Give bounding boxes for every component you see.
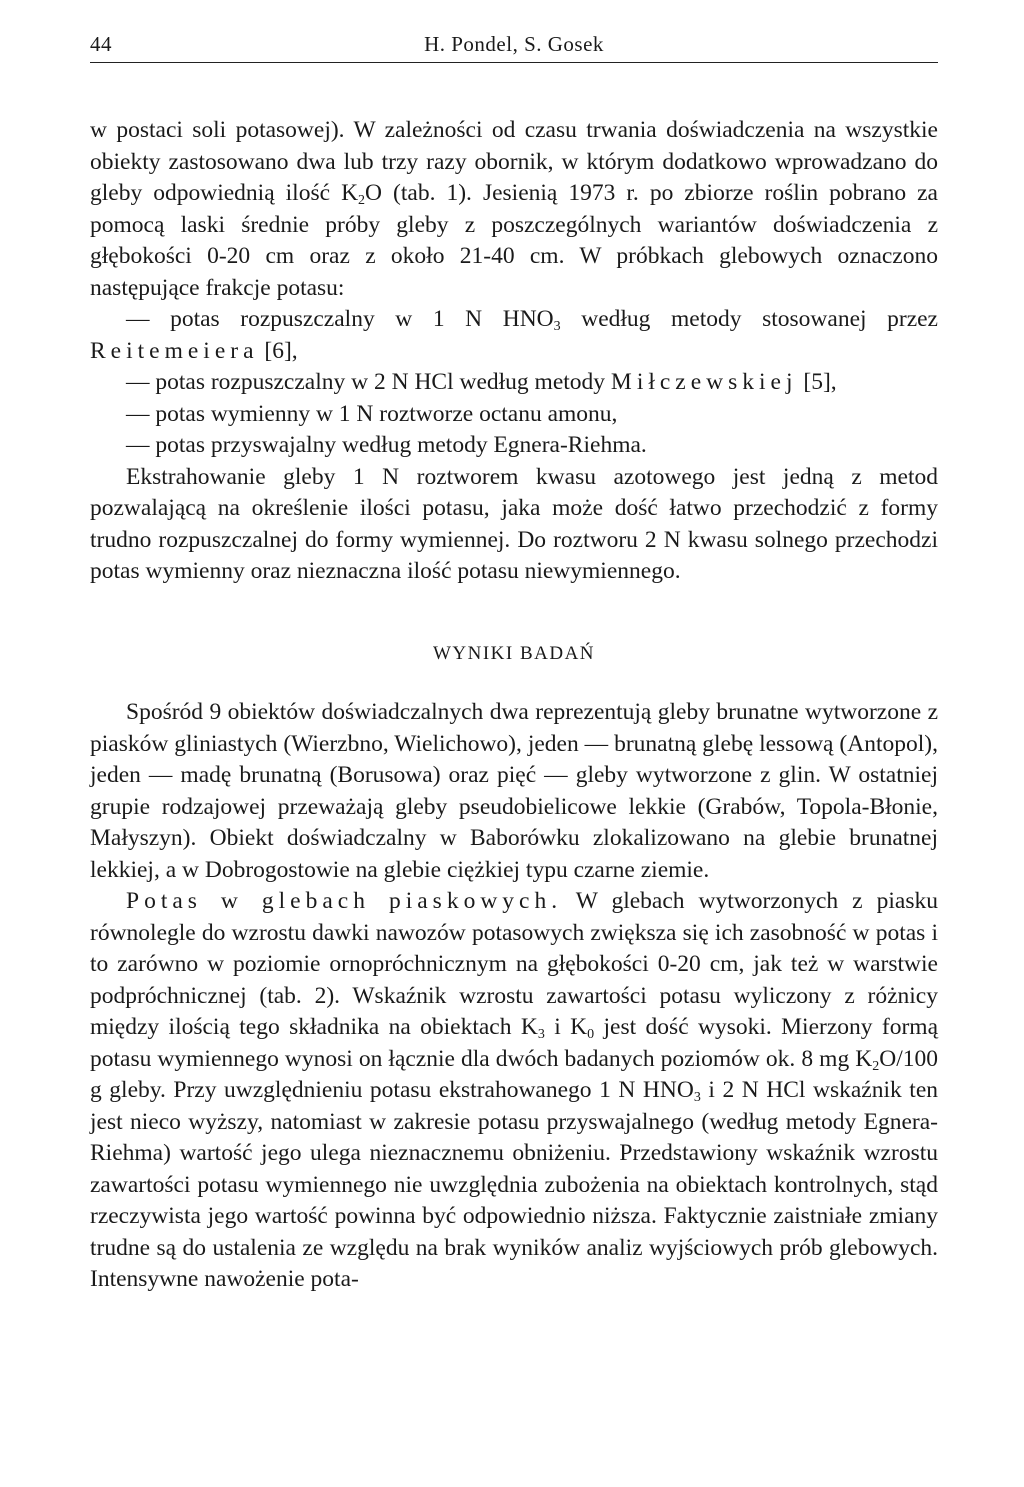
page-number: 44: [90, 32, 112, 56]
subscript: 3: [537, 1027, 545, 1042]
text-run: w postaci soli potasowej). W zależności od czasu trwania doświadczenia na wszystkie obiekty zastosowano dwa lub trzy razy obornik, w którym dodatkowo wprowadzano do gleby odpowiednią ilość K: [90, 117, 938, 206]
subsection-title: Potas w glebach piaskowych.: [126, 888, 563, 914]
extraction-paragraph: Ekstrahowanie gleby 1 N roztworem kwasu azotowego jest jedną z metod pozwalającą na określenie ilości potasu, jaka może dość łatwo przechodzić z formy trudno rozpuszczalnej do formy wymiennej. Do roztworu 2 N kwasu solnego przechodzi potas wymienny oraz nieznaczna ilość potasu niewymiennego.: [90, 463, 938, 584]
text-run: i K: [544, 1014, 588, 1040]
intro-paragraph: [90, 115, 938, 304]
list-item-available: — potas przyswajalny według metody Egnera-Riehma.: [126, 432, 647, 458]
text-run: — potas rozpuszczalny w 1 N HNO: [126, 306, 554, 332]
subscript: 0: [587, 1027, 595, 1042]
text-run: i 2 N HCl wskaźnik ten jest nieco wyższy, natomiast w zakresie potasu przyswajalnego (według metody Egnera-Riehma) wartość jego ulega nieznacznemu obniżeniu. Przedstawiony wskaźnik wzrostu zawartości potasu wymiennego nie uwzględnia zubożenia na obiektach kontrolnych, stąd rzeczywista jego wartość powinna być odpowiednio niższa. Faktycznie zaistniałe zmiany trudne są do ustalenia ze względu na brak wyników analiz wyjściowych prób glebowych. Intensywne nawożenie pota-: [90, 1077, 938, 1292]
author-name: Miłczewskiej: [610, 369, 798, 395]
text-run: W glebach wytworzonych z piasku równolegle do wzrostu dawki nawozów potasowych zwiększa się ich zasobność w potas i to zarówno w poziomie ornopróchnicznym na głębokości 0-20 cm, jak też w warstwie podpróchnicznej (tab. 2). Wskaźnik wzrostu zawartości potasu wyliczony z różnicy między ilością tego składnika na obiektach K: [90, 888, 938, 1040]
text-run: O/100 g gleby. Przy uwzględnieniu potasu ekstrahowanego 1 N HNO: [90, 1045, 938, 1103]
objects-paragraph: Spośród 9 obiektów doświadczalnych dwa reprezentują gleby brunatne wytworzone z piasków gliniastych (Wierzbno, Wielichowo), jeden — brunatną glebę lessową (Antopol), jeden — madę brunatną (Borusowa) oraz pięć — gleby wytworzone z glin. W ostatniej grupie rodzajowej przeważają gleby pseudobielicowe lekkie (Grabów, Topola-Błonie, Małyszyn). Obiekt doświadczalny w Baborówku zlokalizowano na glebie brunatnej lekkiej, a w Dobrogostowie na glebie ciężkiej typu czarne ziemie.: [90, 699, 938, 883]
text-run: według metody stosowanej przez: [560, 306, 938, 332]
author-name: Reitemeiera: [90, 337, 259, 364]
list-item-exchangeable: — potas wymienny w 1 N roztworze octanu amonu,: [126, 400, 618, 427]
citation: [6],: [258, 337, 298, 364]
text-run: O (tab. 1). Jesienią 1973 r. po zbiorze roślin pobrano za pomocą laski średnie próby gleby z poszczególnych wariantów doświadczenia z głębokości 0-20 cm oraz z około 21-40 cm. W próbkach glebowych oznaczono następujące frakcje potasu:: [90, 180, 938, 301]
body-text: [90, 115, 938, 1296]
list-item-hcl: [90, 367, 938, 399]
running-title: H. Pondel, S. Gosek: [424, 32, 604, 56]
text-run: — potas rozpuszczalny w 2 N HCl według metody: [126, 369, 611, 395]
section-heading: WYNIKI BADAŃ: [432, 642, 596, 664]
citation: [5],: [797, 369, 837, 395]
subscript: 2: [358, 193, 366, 208]
running-head: [90, 28, 938, 63]
subscript: 2: [872, 1058, 880, 1074]
subscript: 3: [693, 1090, 701, 1105]
page: [90, 28, 938, 1296]
text-run: jest dość wysoki. Mierzony formą potasu wymiennego wynosi on łącznie dla dwóch badanych poziomów ok. 8 mg K: [90, 1014, 939, 1072]
list-item-hno3: [90, 304, 938, 367]
sandy-soils-paragraph: [90, 886, 938, 1296]
subscript: 3: [553, 319, 561, 334]
